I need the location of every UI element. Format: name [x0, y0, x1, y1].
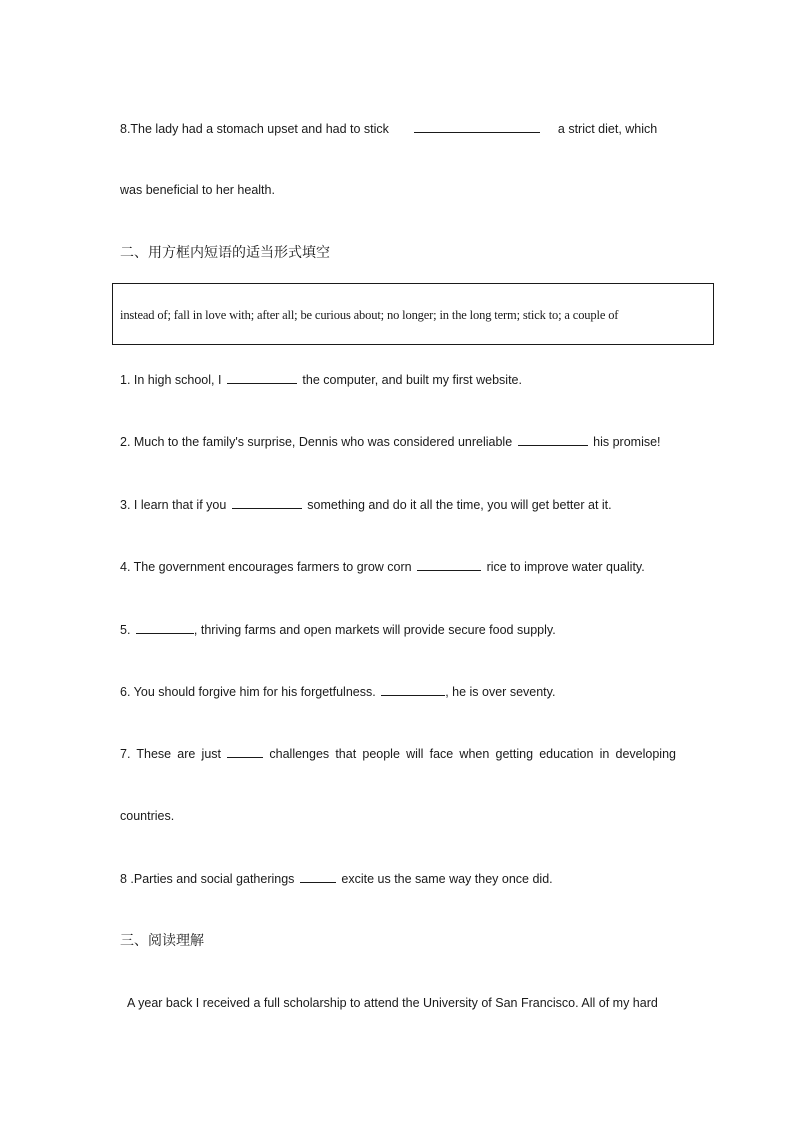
s2-q5-text-before: 5.	[120, 623, 131, 637]
s2-q5-text-after: , thriving farms and open markets will provide secure food supply.	[193, 623, 556, 637]
s2-q3-text-after: something and do it all the time, you will get better at it.	[307, 498, 612, 512]
s2-q2-blank[interactable]	[518, 433, 588, 446]
s2-q6-text-after: , he is over seventy.	[445, 685, 556, 699]
s2-question-4	[120, 558, 676, 575]
s2-q3-text-before: 3. I learn that if you	[120, 498, 227, 512]
s2-question-1	[120, 371, 676, 388]
s2-q4-blank[interactable]	[417, 558, 481, 571]
s2-question-7	[120, 745, 676, 762]
phrase-box	[112, 283, 714, 345]
s2-q7-text-before: 7. These are just	[120, 747, 222, 761]
s2-q4-text-after: rice to improve water quality.	[486, 560, 645, 574]
s2-question-7-continuation: countries.	[120, 809, 175, 823]
s2-q8-text-before: 8 .Parties and social gatherings	[120, 872, 295, 886]
s2-question-6	[120, 683, 676, 700]
s2-q3-blank[interactable]	[232, 496, 302, 509]
reading-passage-first-line: A year back I received a full scholarship to attend the University of San Francisco. All of my hard	[127, 996, 658, 1010]
s1-question-8	[120, 120, 676, 137]
s2-q1-text-after: the computer, and built my first website.	[302, 373, 522, 387]
s2-q6-blank[interactable]	[381, 683, 445, 696]
s2-question-5	[120, 621, 676, 638]
s2-q4-text-before: 4. The government encourages farmers to grow corn	[120, 560, 412, 574]
s2-q6-text-before: 6. You should forgive him for his forgetfulness.	[120, 685, 376, 699]
phrase-list: instead of; fall in love with; after all; be curious about; no longer; in the long term; stick to; a couple of	[120, 308, 619, 322]
s2-q2-text-after: his promise!	[593, 435, 661, 449]
s2-q5-blank[interactable]	[136, 621, 194, 634]
s1-q8-blank[interactable]	[414, 120, 540, 133]
s2-q1-blank[interactable]	[227, 371, 297, 384]
s2-question-8	[120, 870, 676, 887]
s2-q1-text-before: 1. In high school, I	[120, 373, 222, 387]
s2-question-2	[120, 433, 676, 450]
s2-q7-blank[interactable]	[227, 745, 263, 758]
s1-q8-text-after: a strict diet, which	[557, 122, 658, 136]
s2-q2-text-before: 2. Much to the family's surprise, Dennis who was considered unreliable	[120, 435, 513, 449]
section-3-heading: 三、阅读理解	[120, 933, 204, 949]
s1-q8-text-before: 8.The lady had a stomach upset and had to stick	[120, 122, 389, 136]
s2-q8-blank[interactable]	[300, 870, 336, 883]
s2-q8-text-after: excite us the same way they once did.	[341, 872, 553, 886]
s1-question-8-continuation: was beneficial to her health.	[120, 183, 275, 197]
s2-q7-text-after: challenges that people will face when getting education in developing	[269, 747, 676, 761]
s2-question-3	[120, 496, 676, 513]
section-2-heading: 二、用方框内短语的适当形式填空	[120, 245, 330, 261]
